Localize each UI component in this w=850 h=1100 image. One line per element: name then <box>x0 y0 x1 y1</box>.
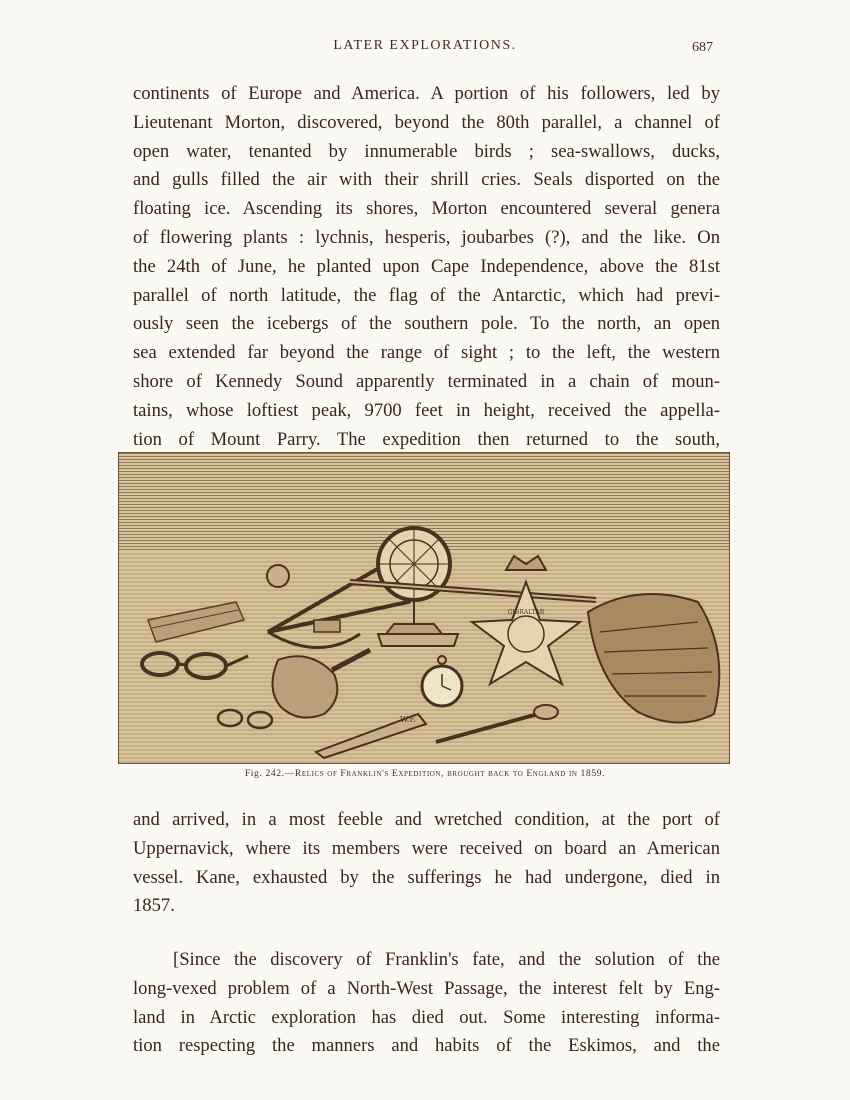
running-title: LATER EXPLORATIONS. <box>333 38 517 53</box>
paragraph-3 <box>133 946 720 1061</box>
knife-inscription: W.F. <box>400 715 417 724</box>
paragraph-2 <box>133 806 720 921</box>
text-line: of flowering plants : lychnis, hesperis, joubarbes (?), and the like. On <box>133 226 720 248</box>
text-line: [Since the discovery of Franklin's fate, and the solution of the <box>173 949 720 970</box>
text-line: tion of Mount Parry. The expedition then returned to the south, <box>133 428 720 450</box>
paragraph-1 <box>133 80 720 454</box>
text-line: land in Arctic exploration has died out. Some interesting informa- <box>133 1006 720 1028</box>
text-line: the 24th of June, he planted upon Cape Independence, above the 81st <box>133 255 720 277</box>
text-line: sea extended far beyond the range of sight ; to the left, the western <box>133 342 720 364</box>
text-line: tion respecting the manners and habits of the Eskimos, and the <box>133 1035 720 1057</box>
text-line: ously seen the icebergs of the southern pole. To the north, an open <box>133 313 720 335</box>
text-line: and arrived, in a most feeble and wretched condition, at the port of <box>133 809 720 830</box>
text-line: open water, tenanted by innumerable birds ; sea-swallows, ducks, <box>133 140 720 162</box>
text-line: shore of Kennedy Sound apparently terminated in a chain of moun- <box>133 370 720 392</box>
page-number: 687 <box>692 40 713 55</box>
text-line: vessel. Kane, exhausted by the sufferings he had undergone, died in <box>133 866 720 888</box>
relics-engraving <box>118 452 730 764</box>
text-line: Lieutenant Morton, discovered, beyond the 80th parallel, a channel of <box>133 111 720 133</box>
engraving-figure <box>118 452 730 764</box>
text-line: floating ice. Ascending its shores, Morton encountered several genera <box>133 198 720 220</box>
text-line: 1857. <box>133 895 175 917</box>
text-line: continents of Europe and America. A portion of his followers, led by <box>133 83 720 104</box>
medal-inscription: GIBRALTAR <box>507 609 545 616</box>
figure-caption <box>0 768 850 779</box>
text-line: and gulls filled the air with their shrill cries. Seals disported on the <box>133 169 720 191</box>
text-line: tains, whose loftiest peak, 9700 feet in height, received the appella- <box>133 399 720 421</box>
text-line: long-vexed problem of a North-West Passage, the interest felt by Eng- <box>133 977 720 999</box>
text-line: Uppernavick, where its members were received on board an American <box>133 837 720 859</box>
caption-text: Relics of Franklin's Expedition, brought back to England in 1859. <box>294 768 606 779</box>
caption-prefix: Fig. 242.— <box>244 768 295 779</box>
text-line: parallel of north latitude, the flag of the Antarctic, which had previ- <box>133 284 720 306</box>
